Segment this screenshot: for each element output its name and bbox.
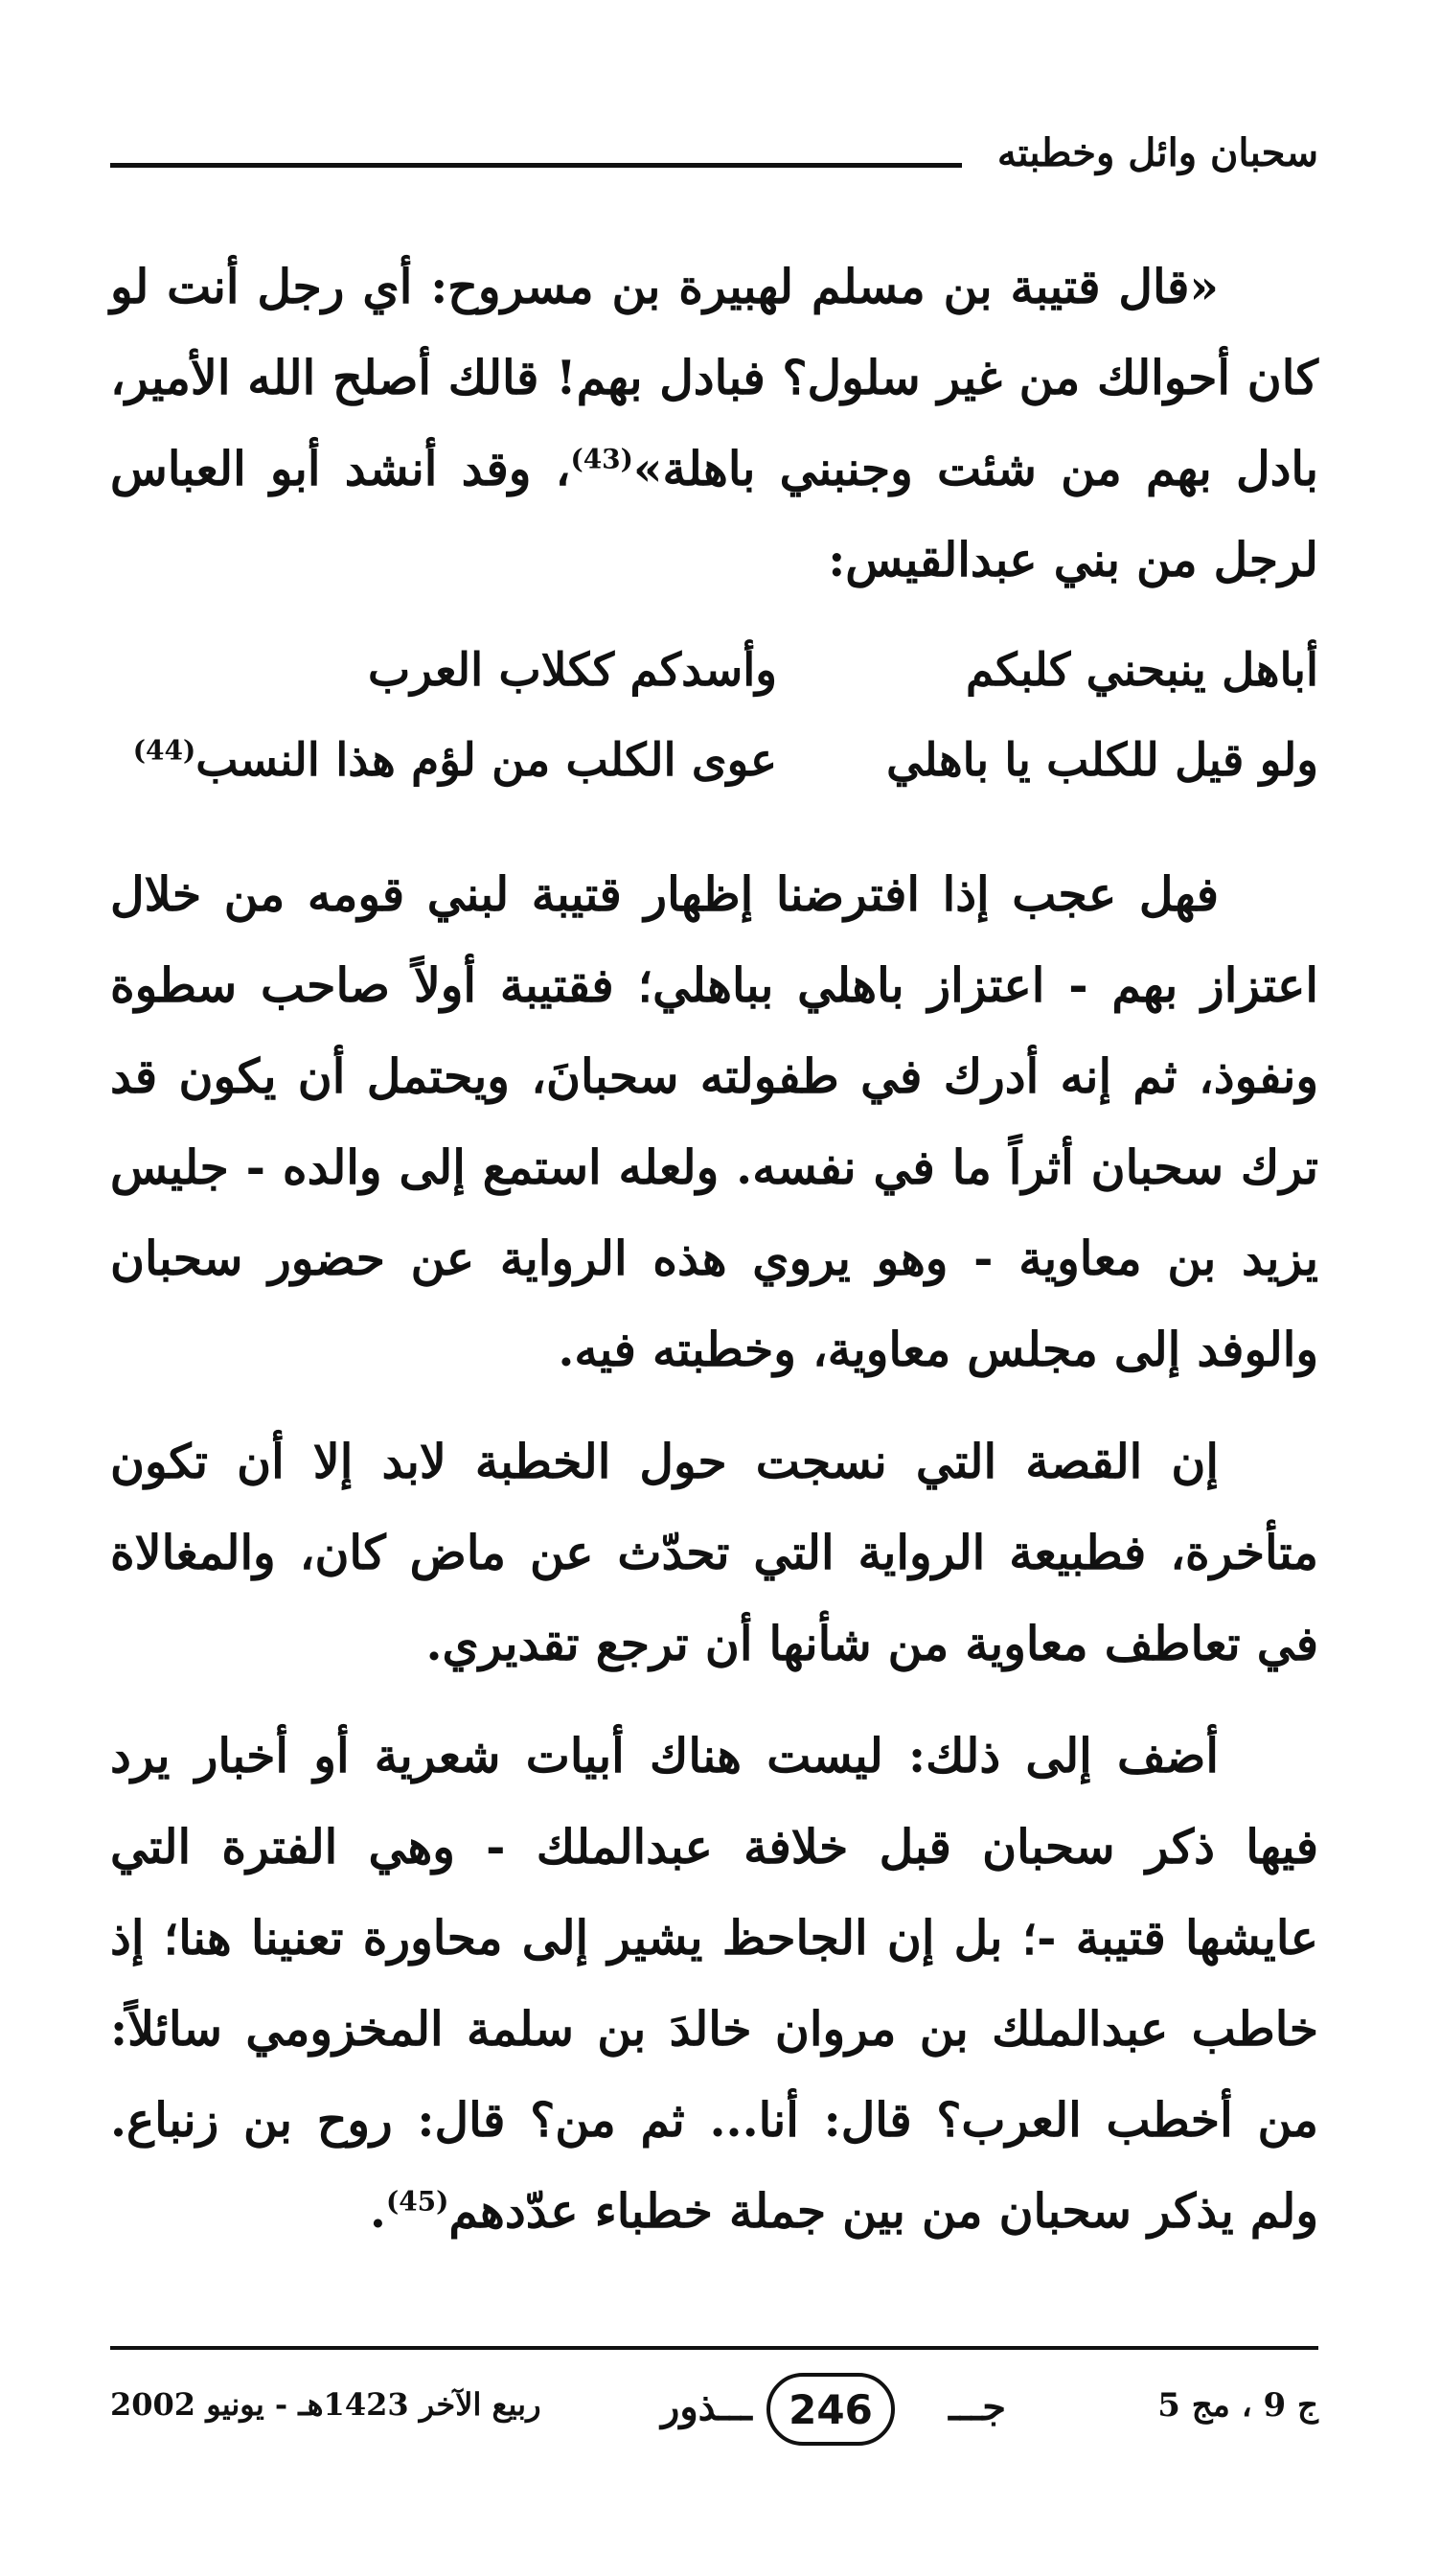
journal-name-part-2: ـــذور — [661, 2384, 752, 2429]
header-rule — [110, 163, 962, 168]
journal-name-part-1: جـــ — [949, 2384, 1006, 2429]
verse-2-first-hemistich: ولو قيل للكلب يا باهلي — [886, 733, 1318, 787]
paragraph-1-text-a: «قال قتيبة بن مسلم لهبيرة بن مسروح: أي رجل أنت لو كان أحوالك من غير سلول؟ فبادل بهم! قالك أصلح الله الأمير، بادل بهم من شئت وجنبني باهلة» — [110, 259, 1318, 496]
footer-rule — [110, 2346, 1318, 2350]
issue-date: ربيع الآخر 1423هـ - يونيو 2002 — [110, 2386, 541, 2423]
running-title: سحبان وائل وخطبته — [996, 130, 1318, 175]
verse-1-first-hemistich: أباهل ينبحني كلبكم — [965, 643, 1318, 697]
paragraph-3: إن القصة التي نسجت حول الخطبة لابد إلا أن تكون متأخرة، فطبيعة الرواية التي تحدّث عن ماض كان، والمغالاة في تعاطف معاوية من شأنها أن ترجع تقديري. — [110, 1434, 1318, 1671]
verse-1 — [110, 625, 1318, 715]
journal-name — [661, 2373, 1006, 2442]
paragraph-4-text-a: أضف إلى ذلك: ليست هناك أبيات شعرية أو أخبار يرد فيها ذكر سحبان قبل خلافة عبدالملك - وهي الفترة التي عايشها قتيبة -؛ بل إن الجاحظ يشير إلى محاورة تعنينا هنا؛ إذ خاطب عبدالملك بن مروان خالدَ بن سلمة المخزومي سائلاً: من أخطب العرب؟ قال: أنا... ثم من؟ قال: روح بن زنباع. ولم يذكر سحبان من بين جملة خطباء عدّدهم — [110, 1728, 1318, 2239]
verse-2-second-hemistich — [110, 715, 777, 806]
verse-1-second-hemistich: وأسدكم ككلاب العرب — [367, 643, 777, 697]
page-footer — [110, 2358, 1318, 2453]
body-text — [110, 242, 1318, 2257]
poem — [110, 625, 1318, 805]
verse-2-second-hemistich-text: عوى الكلب من لؤم هذا النسب — [195, 733, 777, 787]
issue-reference: ج 9 ، مج 5 — [1157, 2386, 1318, 2425]
paragraph-4 — [110, 1711, 1318, 2257]
running-header — [110, 123, 1318, 180]
page-number-badge: 246 — [766, 2373, 895, 2446]
footnote-ref-43: (43) — [570, 443, 633, 475]
footnote-ref-44: (44) — [132, 733, 196, 766]
footnote-ref-45: (45) — [385, 2185, 449, 2218]
paragraph-2: فهل عجب إذا افترضنا إظهار قتيبة لبني قومه من خلال اعتزاز بهم - اعتزاز باهلي بباهلي؛ فقتيبة أولاً صاحب سطوة ونفوذ، ثم إنه أدرك في طفولته سحبانَ، ويحتمل أن يكون قد ترك سحبان أثراً ما في نفسه. ولعله استمع إلى والده - جليس يزيد بن معاوية - وهو يروي هذه الرواية عن حضور سحبان والوفد إلى مجلس معاوية، وخطبته فيه. — [110, 866, 1318, 1377]
paragraph-1-text-b: ، وقد أنشد أبو العباس لرجل من بني عبدالقيس: — [110, 441, 1318, 587]
verse-2 — [110, 715, 1318, 805]
paragraph-4-text-b: . — [369, 2183, 386, 2239]
paragraph-1 — [110, 242, 1318, 606]
